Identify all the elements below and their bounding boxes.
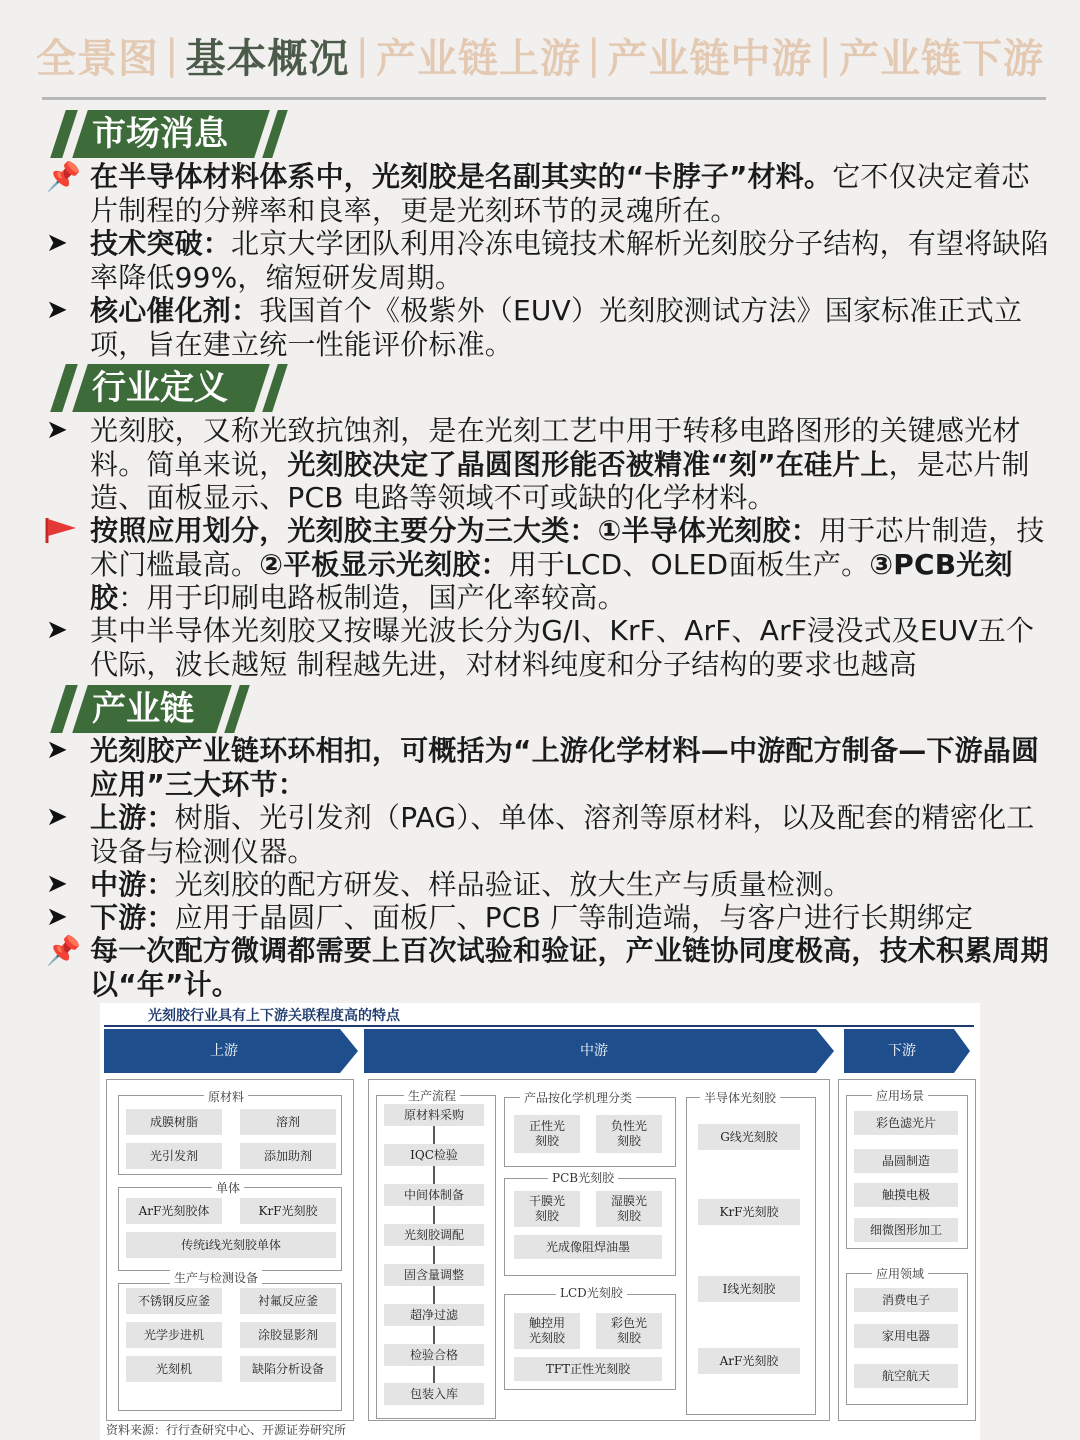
top-nav (0, 22, 1080, 88)
equipment-item: 衬氟反应釜 (240, 1288, 336, 1314)
semiconductor-item: I线光刻胶 (698, 1276, 800, 1302)
field-item: 消费电子 (854, 1288, 958, 1312)
equipment-label: 生产与检测设备 (170, 1269, 262, 1286)
nav-separator: | (818, 32, 833, 78)
nav-tab-downstream[interactable]: 产业链下游 (838, 35, 1044, 82)
nav-tab-overview[interactable]: 全景图 (36, 35, 160, 82)
arrow-bullet-icon: ➤ (46, 869, 68, 899)
raw-material-item: 添加助剂 (240, 1143, 336, 1169)
pcb-item: 干膜光刻胶 (514, 1191, 580, 1227)
arrow-bullet-icon: ➤ (46, 615, 68, 645)
section-banner-definition (48, 364, 278, 412)
raw-material-item: 光引发剂 (126, 1143, 222, 1169)
monomer-label: 单体 (212, 1179, 244, 1196)
monomer-item: KrF光刻胶 (240, 1198, 336, 1224)
chain-paragraph-5: 每一次配方微调都需要上百次试验和验证，产业链协同度极高，技术积累周期以“年”计。 (90, 934, 1049, 1001)
process-step: 原材料采购 (384, 1104, 484, 1126)
process-step: 超净过滤 (384, 1304, 484, 1326)
semiconductor-item: G线光刻胶 (698, 1124, 800, 1150)
process-step: IQC检验 (384, 1144, 484, 1166)
monomer-item: 传统i线光刻胶单体 (126, 1232, 336, 1258)
scene-item: 细微图形加工 (854, 1218, 958, 1242)
nav-tab-upstream[interactable]: 产业链上游 (376, 35, 581, 82)
nav-tab-midstream[interactable]: 产业链中游 (607, 35, 813, 82)
section-title-market: 市场消息 (92, 114, 228, 154)
scene-label: 应用场景 (872, 1087, 928, 1104)
semiconductor-label: 半导体光刻胶 (700, 1089, 780, 1106)
process-step: 中间体制备 (384, 1184, 484, 1206)
diagram-title-rule (104, 1025, 974, 1027)
raw-material-item: 溶剂 (240, 1109, 336, 1135)
definition-paragraph-2: 按照应用划分，光刻胶主要分为三大类：①半导体光刻胶：用于芯片制造，技术门槛最高。②平板显示光刻胶：用于LCD、OLED面板生产。③PCB光刻胶：用于印刷电路板制造，国产化率较高。 (90, 514, 1045, 614)
nav-tab-basics[interactable]: 基本概况 (185, 35, 350, 82)
field-label: 应用领域 (872, 1265, 928, 1282)
chain-paragraph-4: 下游：应用于晶圆厂、面板厂、PCB 厂等制造端，与客户进行长期绑定 (90, 901, 974, 934)
arrow-bullet-icon: ➤ (46, 802, 68, 832)
market-paragraph-3: 核心催化剂：我国首个《极紫外（EUV）光刻胶测试方法》国家标准正式立项，旨在建立统一性能评价标准。 (90, 294, 1023, 361)
diagram-title: 光刻胶行业具有上下游关联程度高的特点 (148, 1008, 400, 1024)
arrow-bullet-icon: ➤ (46, 902, 68, 932)
arrow-bullet-icon: ➤ (46, 295, 68, 325)
equipment-item: 涂胶显影剂 (240, 1322, 336, 1348)
raw-materials-label: 原材料 (204, 1088, 248, 1105)
equipment-item: 光刻机 (126, 1356, 222, 1382)
chemistry-class-item: 负性光刻胶 (596, 1115, 662, 1153)
semiconductor-item: ArF光刻胶 (698, 1348, 800, 1374)
market-paragraph-2: 技术突破：北京大学团队利用冷冻电镜技术解析光刻胶分子结构，有望将缺陷率降低99%，缩短研发周期。 (90, 227, 1049, 294)
pcb-item: 光成像阻焊油墨 (514, 1235, 662, 1259)
pin-icon: 📌 (46, 160, 81, 193)
chain-paragraph-2: 上游：树脂、光引发剂（PAG）、单体、溶剂等原材料，以及配套的精密化工设备与检测仪器。 (90, 801, 1035, 868)
field-item: 航空航天 (854, 1364, 958, 1388)
chain-paragraph-3: 中游：光刻胶的配方研发、样品验证、放大生产与质量检测。 (90, 868, 852, 901)
process-step: 光刻胶调配 (384, 1224, 484, 1246)
chemistry-class-label: 产品按化学机理分类 (520, 1089, 636, 1106)
equipment-item: 缺陷分析设备 (240, 1356, 336, 1382)
nav-separator: | (355, 32, 370, 78)
chemistry-class-item: 正性光刻胶 (514, 1115, 580, 1153)
pin-icon: 📌 (46, 934, 81, 967)
lcd-item: 彩色光刻胶 (596, 1313, 662, 1349)
nav-separator: | (165, 32, 180, 78)
field-item: 家用电器 (854, 1324, 958, 1348)
monomer-item: ArF光刻胶体 (126, 1198, 222, 1224)
process-step: 固含量调整 (384, 1264, 484, 1286)
lcd-label: LCD光刻胶 (556, 1284, 627, 1301)
industry-chain-diagram (100, 1003, 980, 1440)
equipment-item: 不锈钢反应釜 (126, 1288, 222, 1314)
nav-separator: | (587, 32, 602, 78)
definition-paragraph-3: 其中半导体光刻胶又按曝光波长分为G/I、KrF、ArF、ArF浸没式及EUV五个代际，波长越短 制程越先进，对材料纯度和分子结构的要求也越高 (90, 614, 1035, 681)
section-banner-market (48, 110, 278, 158)
stage-label-upstream: 上游 (210, 1043, 238, 1059)
pcb-item: 湿膜光刻胶 (596, 1191, 662, 1227)
nav-divider (42, 97, 1046, 100)
market-paragraph-1: 在半导体材料体系中，光刻胶是名副其实的“卡脖子”材料。它不仅决定着芯片制程的分辨率和良率，更是光刻环节的灵魂所在。 (90, 160, 1030, 227)
section-banner-chain (48, 685, 238, 733)
definition-paragraph-1: 光刻胶，又称光致抗蚀剂，是在光刻工艺中用于转移电路图形的关键感光材料。简单来说，光刻胶决定了晶圆图形能否被精准“刻”在硅片上，是芯片制造、面板显示、PCB 电路等领域不可或缺的化学材料。 (90, 414, 1030, 514)
equipment-item: 光学步进机 (126, 1322, 222, 1348)
arrow-bullet-icon: ➤ (46, 415, 68, 445)
semiconductor-item: KrF光刻胶 (698, 1199, 800, 1225)
lcd-item: 触控用光刻胶 (514, 1313, 580, 1349)
scene-item: 触摸电极 (854, 1183, 958, 1207)
stage-label-downstream: 下游 (888, 1043, 916, 1059)
process-label: 生产流程 (404, 1087, 460, 1104)
section-title-chain: 产业链 (92, 689, 194, 729)
scene-item: 彩色滤光片 (854, 1111, 958, 1135)
red-flag-icon (44, 516, 78, 544)
section-title-definition: 行业定义 (92, 368, 228, 408)
stage-label-midstream: 中游 (580, 1043, 608, 1059)
arrow-bullet-icon: ➤ (46, 735, 68, 765)
scene-item: 晶圆制造 (854, 1149, 958, 1173)
raw-material-item: 成膜树脂 (126, 1109, 222, 1135)
lcd-item: TFT正性光刻胶 (514, 1357, 662, 1381)
process-step: 检验合格 (384, 1344, 484, 1366)
pcb-label: PCB光刻胶 (548, 1169, 618, 1186)
diagram-source-note: 资料来源：行行查研究中心、开源证券研究所 (106, 1423, 347, 1437)
chain-paragraph-1: 光刻胶产业链环环相扣，可概括为“上游化学材料—中游配方制备—下游晶圆应用”三大环节： (90, 734, 1040, 801)
arrow-bullet-icon: ➤ (46, 228, 68, 258)
process-step: 包装入库 (384, 1383, 484, 1405)
